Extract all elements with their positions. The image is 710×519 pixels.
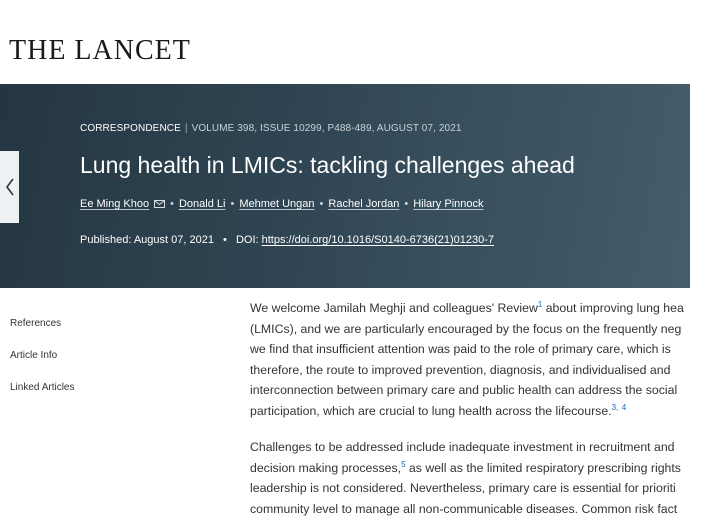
author-separator: • — [170, 198, 174, 210]
author-link[interactable]: Rachel Jordan — [328, 198, 399, 210]
article-paragraph — [250, 437, 710, 519]
published-date: August 07, 2021 — [134, 234, 214, 246]
author-separator: • — [404, 198, 408, 210]
author-list — [80, 198, 484, 210]
site-header — [0, 0, 690, 84]
reference-link[interactable]: 3, — [612, 402, 619, 411]
text-line: interconnection between primary care and public health can address the social — [250, 380, 710, 401]
sidebar-item-linked-articles[interactable]: Linked Articles — [10, 382, 210, 414]
mail-icon[interactable] — [154, 200, 165, 208]
text-line: therefore, the route to improved prevention, diagnosis, and individualised and — [250, 360, 710, 381]
text-line: participation, which are crucial to lung health across the lifecourse.$^{3,}$ $^4$ — [250, 401, 710, 422]
text-line: decision making processes,$^5$ as well as the limited respiratory prescribing rights — [250, 458, 710, 479]
article-paragraph — [250, 298, 710, 421]
sidebar-item-references[interactable]: References — [10, 318, 210, 350]
citation: VOLUME 398, ISSUE 10299, P488-489, AUGUST 07, 2021 — [192, 123, 462, 134]
author-separator: • — [230, 198, 234, 210]
article-header-banner — [0, 84, 690, 288]
reference-link[interactable]: 5 — [401, 459, 405, 468]
article-title: Lung health in LMICs: tackling challenges ahead — [80, 152, 575, 179]
reference-link[interactable]: 1 — [538, 300, 542, 309]
article-sidebar-nav — [10, 318, 210, 414]
text-line: community level to manage all non-communicable diseases. Common risk fact — [250, 499, 710, 519]
publication-info — [80, 234, 494, 246]
doi-link[interactable]: https://doi.org/10.1016/S0140-6736(21)01230-7 — [262, 234, 494, 246]
text-line: leadership is not considered. Nevertheless, primary care is essential for prioriti — [250, 478, 710, 499]
reference-link[interactable]: 4 — [622, 402, 626, 411]
published-label: Published: — [80, 234, 131, 246]
sidebar-item-article-info[interactable]: Article Info — [10, 350, 210, 382]
text-line: (LMICs), and we are particularly encouraged by the focus on the frequently neg — [250, 319, 710, 340]
info-bullet: • — [223, 234, 227, 246]
lancet-logo[interactable]: THE LANCET — [9, 33, 191, 69]
author-link[interactable]: Mehmet Ungan — [239, 198, 314, 210]
text-line: Challenges to be addressed include inadequate investment in recruitment and — [250, 437, 710, 458]
text-line: We welcome Jamilah Meghji and colleagues' Review$^1$ about improving lung hea — [250, 298, 710, 319]
author-link[interactable]: Donald Li — [179, 198, 225, 210]
article-type: CORRESPONDENCE — [80, 123, 181, 134]
author-link[interactable]: Hilary Pinnock — [413, 198, 483, 210]
chevron-left-icon — [5, 177, 15, 197]
author-link[interactable]: Ee Ming Khoo — [80, 198, 149, 210]
previous-article-button[interactable] — [0, 151, 19, 223]
article-body — [250, 298, 710, 519]
article-meta — [80, 123, 462, 134]
meta-separator: | — [185, 123, 188, 134]
author-separator: • — [320, 198, 324, 210]
doi-label: DOI: — [236, 234, 259, 246]
text-line: we find that insufficient attention was paid to the role of primary care, which is — [250, 339, 710, 360]
